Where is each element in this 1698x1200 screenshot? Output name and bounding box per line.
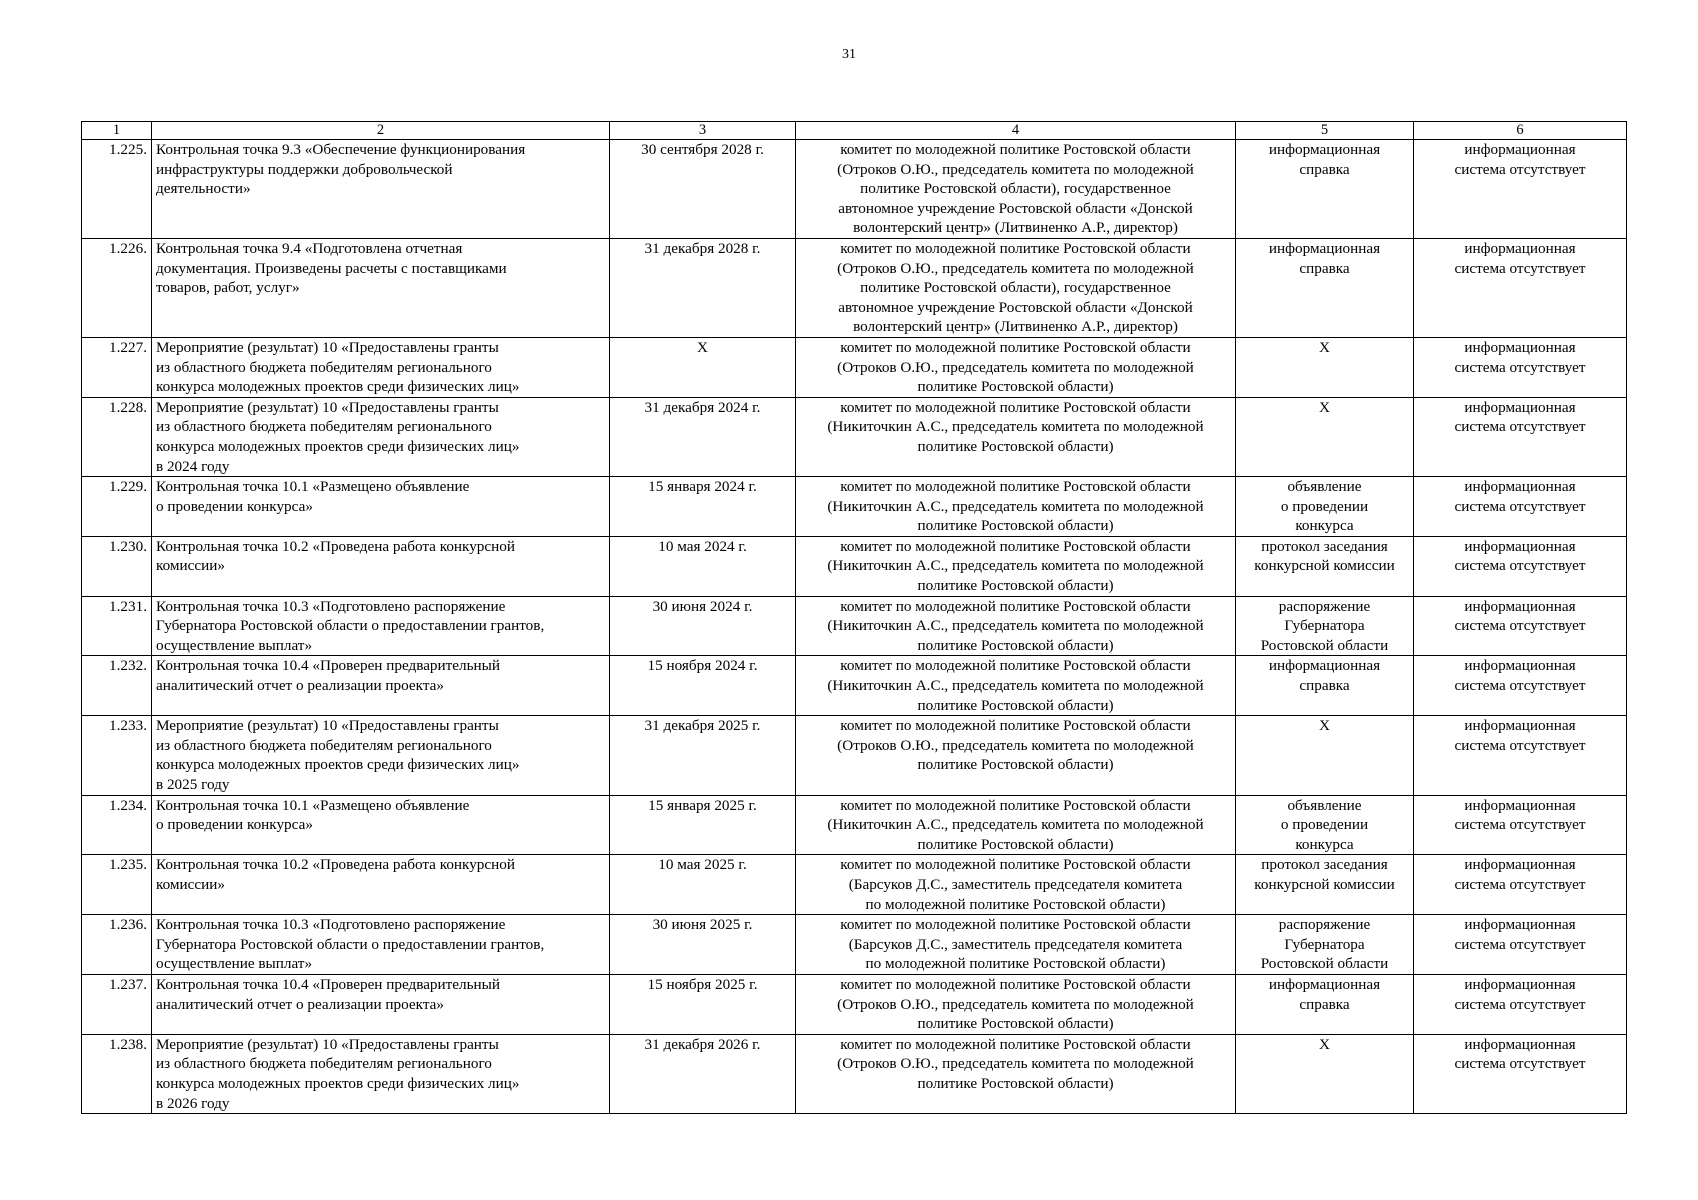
row-document: X <box>1236 337 1414 397</box>
row-date: 31 декабря 2025 г. <box>610 716 796 795</box>
row-system: информационная система отсутствует <box>1414 477 1627 537</box>
row-system: информационная система отсутствует <box>1414 140 1627 239</box>
row-system: информационная система отсутствует <box>1414 656 1627 716</box>
row-system: информационная система отсутствует <box>1414 397 1627 476</box>
row-document: протокол заседания конкурсной комиссии <box>1236 855 1414 915</box>
row-document: информационная справка <box>1236 140 1414 239</box>
row-document: X <box>1236 397 1414 476</box>
row-date: 15 ноября 2024 г. <box>610 656 796 716</box>
table-row <box>82 337 1627 397</box>
row-system: информационная система отсутствует <box>1414 238 1627 337</box>
column-header: 1 <box>82 122 152 140</box>
row-system: информационная система отсутствует <box>1414 716 1627 795</box>
row-date: 15 января 2025 г. <box>610 795 796 855</box>
column-header: 4 <box>796 122 1236 140</box>
row-number: 1.238. <box>82 1034 152 1113</box>
row-document: X <box>1236 716 1414 795</box>
row-number: 1.237. <box>82 974 152 1034</box>
row-number: 1.231. <box>82 596 152 656</box>
table-row <box>82 238 1627 337</box>
row-name: Контрольная точка 10.4 «Проверен предварительный аналитический отчет о реализации проекта» <box>152 974 610 1034</box>
row-name: Контрольная точка 10.2 «Проведена работа конкурсной комиссии» <box>152 855 610 915</box>
row-document: информационная справка <box>1236 656 1414 716</box>
row-number: 1.236. <box>82 915 152 975</box>
row-name: Мероприятие (результат) 10 «Предоставлены гранты из областного бюджета победителям регионального конкурса молодежных проектов среди физических лиц» в 2024 году <box>152 397 610 476</box>
table-row <box>82 140 1627 239</box>
row-system: информационная система отсутствует <box>1414 915 1627 975</box>
table-row <box>82 716 1627 795</box>
row-responsible: комитет по молодежной политике Ростовской области (Барсуков Д.С., заместитель председателя комитета по молодежной политике Ростовской области) <box>796 915 1236 975</box>
row-number: 1.234. <box>82 795 152 855</box>
row-date: 30 сентября 2028 г. <box>610 140 796 239</box>
row-number: 1.227. <box>82 337 152 397</box>
row-system: информационная система отсутствует <box>1414 337 1627 397</box>
row-number: 1.235. <box>82 855 152 915</box>
row-responsible: комитет по молодежной политике Ростовской области (Никиточкин А.С., председатель комитета по молодежной политике Ростовской области) <box>796 536 1236 596</box>
row-name: Контрольная точка 9.4 «Подготовлена отчетная документация. Произведены расчеты с поставщиками товаров, работ, услуг» <box>152 238 610 337</box>
row-number: 1.230. <box>82 536 152 596</box>
header-row <box>82 122 1627 140</box>
table-row <box>82 596 1627 656</box>
row-responsible: комитет по молодежной политике Ростовской области (Отроков О.Ю., председатель комитета по молодежной политике Ростовской области) <box>796 974 1236 1034</box>
row-responsible: комитет по молодежной политике Ростовской области (Никиточкин А.С., председатель комитета по молодежной политике Ростовской области) <box>796 795 1236 855</box>
table-row <box>82 477 1627 537</box>
row-date: 15 января 2024 г. <box>610 477 796 537</box>
row-date: 31 декабря 2028 г. <box>610 238 796 337</box>
row-document: распоряжение Губернатора Ростовской области <box>1236 596 1414 656</box>
row-date: 10 мая 2025 г. <box>610 855 796 915</box>
row-document: информационная справка <box>1236 974 1414 1034</box>
row-name: Контрольная точка 10.3 «Подготовлено распоряжение Губернатора Ростовской области о предоставлении грантов, осуществление выплат» <box>152 596 610 656</box>
column-header: 3 <box>610 122 796 140</box>
row-system: информационная система отсутствует <box>1414 974 1627 1034</box>
table-row <box>82 656 1627 716</box>
row-responsible: комитет по молодежной политике Ростовской области (Отроков О.Ю., председатель комитета по молодежной политике Ростовской области) <box>796 716 1236 795</box>
row-name: Контрольная точка 10.4 «Проверен предварительный аналитический отчет о реализации проекта» <box>152 656 610 716</box>
row-document: информационная справка <box>1236 238 1414 337</box>
row-name: Контрольная точка 10.3 «Подготовлено распоряжение Губернатора Ростовской области о предоставлении грантов, осуществление выплат» <box>152 915 610 975</box>
row-system: информационная система отсутствует <box>1414 795 1627 855</box>
row-responsible: комитет по молодежной политике Ростовской области (Никиточкин А.С., председатель комитета по молодежной политике Ростовской области) <box>796 397 1236 476</box>
row-responsible: комитет по молодежной политике Ростовской области (Никиточкин А.С., председатель комитета по молодежной политике Ростовской области) <box>796 656 1236 716</box>
row-document: объявление о проведении конкурса <box>1236 477 1414 537</box>
row-document: распоряжение Губернатора Ростовской области <box>1236 915 1414 975</box>
row-name: Мероприятие (результат) 10 «Предоставлены гранты из областного бюджета победителям регионального конкурса молодежных проектов среди физических лиц» <box>152 337 610 397</box>
row-name: Мероприятие (результат) 10 «Предоставлены гранты из областного бюджета победителям регионального конкурса молодежных проектов среди физических лиц» в 2025 году <box>152 716 610 795</box>
table-row <box>82 397 1627 476</box>
row-system: информационная система отсутствует <box>1414 855 1627 915</box>
table-row <box>82 795 1627 855</box>
row-date: 30 июня 2024 г. <box>610 596 796 656</box>
row-document: объявление о проведении конкурса <box>1236 795 1414 855</box>
row-document: X <box>1236 1034 1414 1113</box>
row-date: 31 декабря 2024 г. <box>610 397 796 476</box>
control-points-table <box>81 121 1627 1114</box>
row-system: информационная система отсутствует <box>1414 1034 1627 1113</box>
row-responsible: комитет по молодежной политике Ростовской области (Никиточкин А.С., председатель комитета по молодежной политике Ростовской области) <box>796 477 1236 537</box>
row-responsible: комитет по молодежной политике Ростовской области (Никиточкин А.С., председатель комитета по молодежной политике Ростовской области) <box>796 596 1236 656</box>
row-name: Контрольная точка 10.1 «Размещено объявление о проведении конкурса» <box>152 795 610 855</box>
row-name: Контрольная точка 9.3 «Обеспечение функционирования инфраструктуры поддержки добровольческой деятельности» <box>152 140 610 239</box>
row-responsible: комитет по молодежной политике Ростовской области (Отроков О.Ю., председатель комитета по молодежной политике Ростовской области), государственное автономное учреждение Ростовской области «Донской волонтерский центр» (Литвиненко А.Р., директор) <box>796 238 1236 337</box>
row-responsible: комитет по молодежной политике Ростовской области (Отроков О.Ю., председатель комитета по молодежной политике Ростовской области) <box>796 1034 1236 1113</box>
row-name: Контрольная точка 10.2 «Проведена работа конкурсной комиссии» <box>152 536 610 596</box>
row-number: 1.226. <box>82 238 152 337</box>
column-header: 5 <box>1236 122 1414 140</box>
row-date: X <box>610 337 796 397</box>
row-name: Мероприятие (результат) 10 «Предоставлены гранты из областного бюджета победителям регионального конкурса молодежных проектов среди физических лиц» в 2026 году <box>152 1034 610 1113</box>
row-document: протокол заседания конкурсной комиссии <box>1236 536 1414 596</box>
table-row <box>82 536 1627 596</box>
row-date: 10 мая 2024 г. <box>610 536 796 596</box>
row-responsible: комитет по молодежной политике Ростовской области (Отроков О.Ю., председатель комитета по молодежной политике Ростовской области), государственное автономное учреждение Ростовской области «Донской волонтерский центр» (Литвиненко А.Р., директор) <box>796 140 1236 239</box>
row-responsible: комитет по молодежной политике Ростовской области (Барсуков Д.С., заместитель председателя комитета по молодежной политике Ростовской области) <box>796 855 1236 915</box>
row-number: 1.229. <box>82 477 152 537</box>
row-name: Контрольная точка 10.1 «Размещено объявление о проведении конкурса» <box>152 477 610 537</box>
row-date: 31 декабря 2026 г. <box>610 1034 796 1113</box>
column-header: 2 <box>152 122 610 140</box>
row-system: информационная система отсутствует <box>1414 596 1627 656</box>
table-row <box>82 855 1627 915</box>
row-number: 1.232. <box>82 656 152 716</box>
column-header: 6 <box>1414 122 1627 140</box>
page-number: 31 <box>842 47 856 62</box>
table-row <box>82 915 1627 975</box>
row-number: 1.225. <box>82 140 152 239</box>
row-date: 30 июня 2025 г. <box>610 915 796 975</box>
row-date: 15 ноября 2025 г. <box>610 974 796 1034</box>
table-row <box>82 974 1627 1034</box>
row-number: 1.233. <box>82 716 152 795</box>
row-responsible: комитет по молодежной политике Ростовской области (Отроков О.Ю., председатель комитета по молодежной политике Ростовской области) <box>796 337 1236 397</box>
table-row <box>82 1034 1627 1113</box>
row-system: информационная система отсутствует <box>1414 536 1627 596</box>
row-number: 1.228. <box>82 397 152 476</box>
